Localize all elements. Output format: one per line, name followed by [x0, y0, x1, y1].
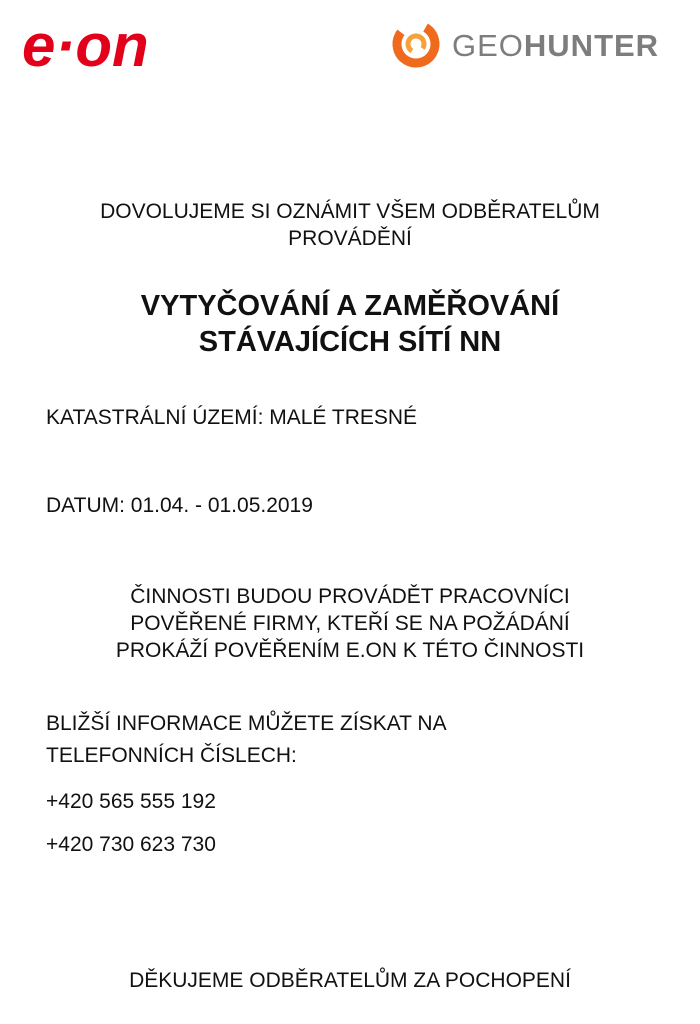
workers-line-3: PROKÁŽÍ POVĚŘENÍM E.ON K TÉTO ČINNOSTI — [115, 639, 585, 662]
phone-number-1: +420 565 555 192 — [46, 790, 216, 813]
geohunter-text-bold: HUNTER — [523, 28, 660, 63]
info-line-2: TELEFONNÍCH ČÍSLECH: — [46, 744, 297, 767]
workers-line-2: POVĚŘENÉ FIRMY, KTEŘÍ SE NA POŽÁDÁNÍ — [130, 612, 570, 635]
eon-logo — [20, 18, 190, 72]
geohunter-logo — [388, 16, 688, 72]
notice-title — [40, 288, 660, 360]
geohunter-ring-icon — [390, 18, 442, 70]
date-range: DATUM: 01.04. - 01.05.2019 — [46, 494, 313, 517]
title-line-2: STÁVAJÍCÍCH SÍTÍ NN — [198, 326, 502, 358]
title-line-1: VYTYČOVÁNÍ A ZAMĚŘOVÁNÍ — [140, 290, 560, 322]
contact-info — [46, 708, 606, 772]
intro-text: DOVOLUJEME SI OZNÁMIT VŠEM ODBĚRATELŮM PROVÁDĚNÍ — [100, 200, 600, 250]
cadastral-area: KATASTRÁLNÍ ÚZEMÍ: MALÉ TRESNÉ — [46, 406, 418, 429]
eon-logo-text: e·on — [22, 18, 149, 72]
svg-text:GEOHUNTER — [452, 28, 659, 63]
geohunter-text-light: GEO — [452, 28, 524, 63]
thanks-text: DĚKUJEME ODBĚRATELŮM ZA POCHOPENÍ — [129, 969, 571, 992]
phone-number-2: +420 730 623 730 — [46, 833, 216, 856]
workers-notice — [40, 583, 660, 664]
info-line-1: BLIŽŠÍ INFORMACE MŮŽETE ZÍSKAT NA — [46, 712, 447, 735]
workers-line-1: ČINNOSTI BUDOU PROVÁDĚT PRACOVNÍCI — [130, 585, 570, 608]
